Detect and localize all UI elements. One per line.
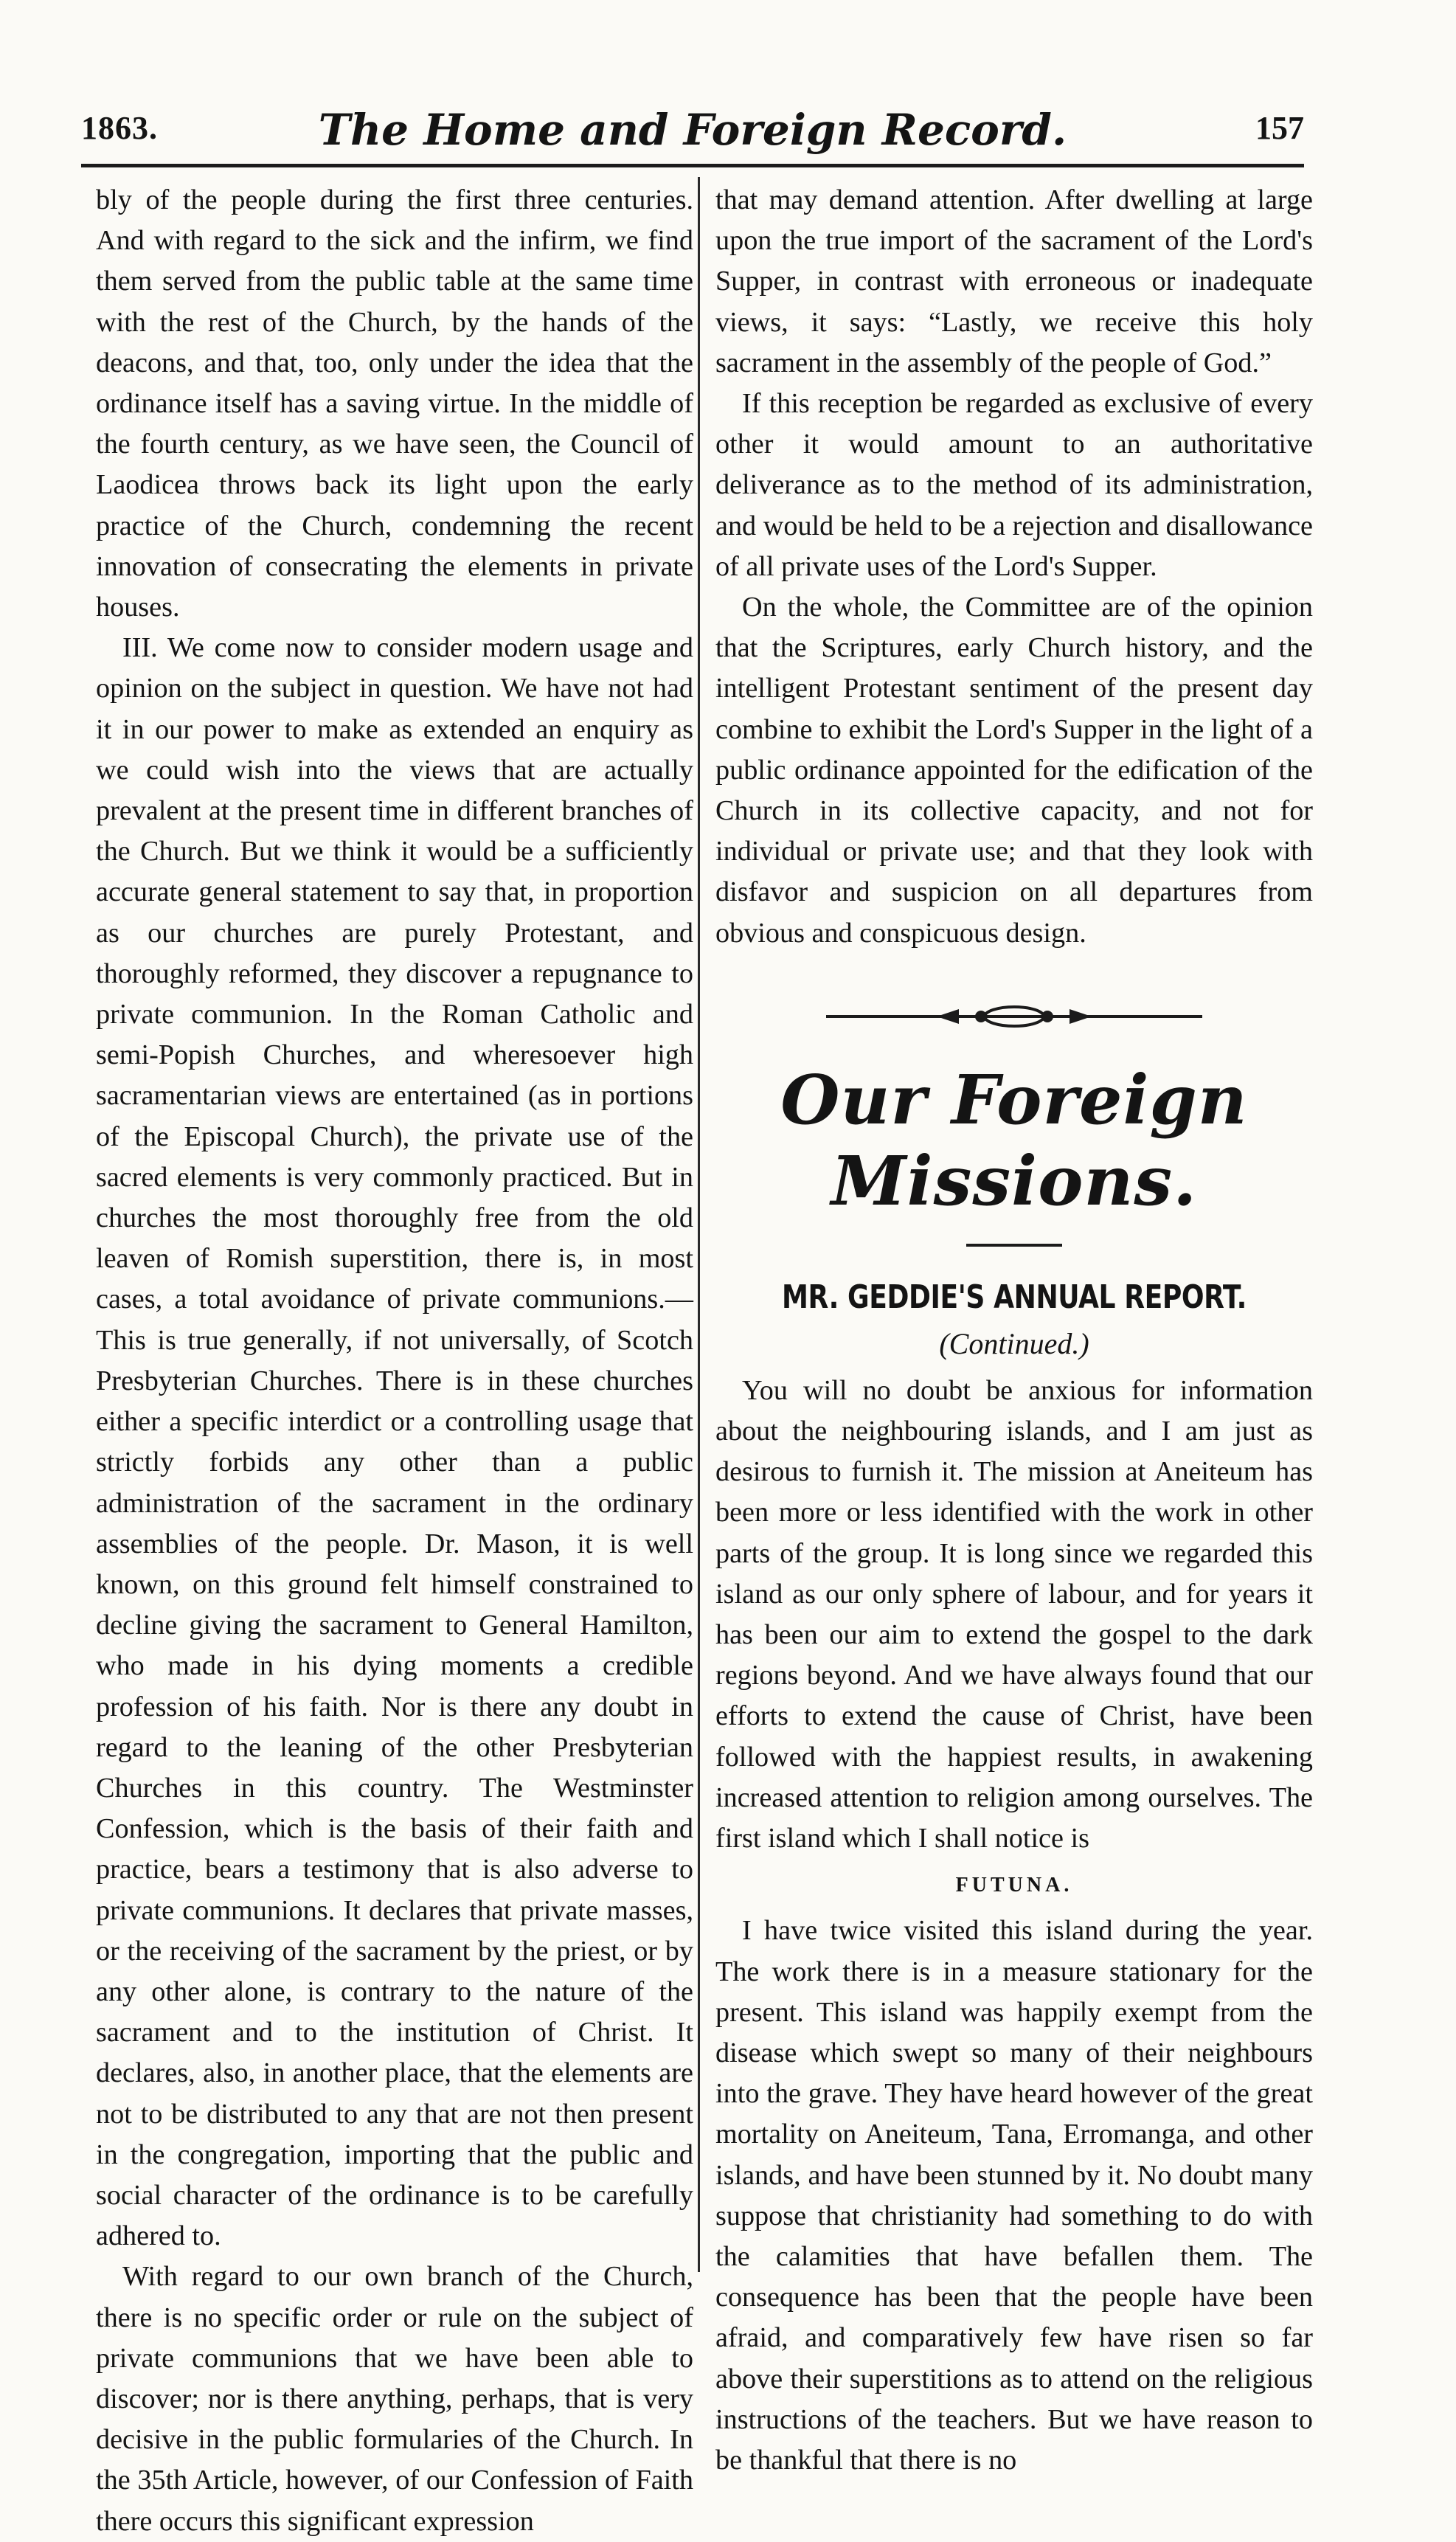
running-header [81, 105, 1304, 168]
subheading-futuna: FUTUNA. [955, 1874, 1073, 1897]
report-title: MR. GEDDIE'S ANNUAL REPORT. [782, 1278, 1247, 1316]
section-rule [966, 1244, 1062, 1247]
left-paragraph-2: III. We come now to consider modern usage and opinion on the subject in question. We have not had it in our power to make as extended an enquiry as we could wish into the views that are actually prevalent at the present time in different branches of the Church. But we think it would be a sufficiently accurate general statement to say that, in proportion as our churches are purely Protestant, and thoroughly reformed, they discover a repugnance to private communion. In the Roman Catholic and semi-Popish Churches, and wheresoever high sacramentarian views are entertained (as in portions of the Episcopal Church), the private use of the sacred elements is very commonly practiced. But in churches the most thoroughly free from the old leaven of Romish superstition, there is, in most cases, a total avoidance of private communions.—This is true generally, if not universally, of Scotch Presbyterian Churches. There is in these churches either a specific interdict or a controlling usage that strictly forbids any other than a public administration of the sacrament in the ordinary assemblies of the people. Dr. Mason, it is well known, on this ground felt himself constrained to decline giving the sacrament to General Hamilton, who made in his dying moments a credible profession of his faith. Nor is there any doubt in regard to the leaning of the other Presbyterian Churches in this country. The Westminster Confession, which is the basis of their faith and practice, bears a testimony that is also adverse to private communions. It declares that private masses, or the receiving of the sacrament by the priest, or by any other alone, is contrary to the nature of the sacrament and to the institution of Christ. It declares, also, in another place, that the elements are not to be distributed to any that are not then present in the congregation, importing that the public and social character of the ordinance is to be carefully adhered to. [96, 632, 693, 2252]
header-year: 1863. [81, 110, 158, 146]
right-paragraph-5: I have twice visited this island during the year. The work there is in a measure stationary for the present. This island was happily exempt from the disease which swept so many of their neighbours into the grave. They have heard however of the great mortality on Aneiteum, Tana, Erromanga, and other islands, and have been stunned by it. No doubt many suppose that christianity had something to do with the calamities that have befallen them. The consequence has been that the people have been afraid, and comparatively few have risen so far above their superstitions as to attend on the religious instructions of the teachers. But we have reason to be thankful that there is no [715, 1915, 1313, 2476]
section-title: Our Foreign Missions. [780, 1059, 1248, 1221]
left-paragraph-1: bly of the people during the first three centuries. And with regard to the sick and the infirm, we find them served from the public table at the same time with the rest of the Church, by the hands of the deacons, and that, too, only under the idea that the ordinance itself has a saving virtue. In the middle of the fourth century, as we have seen, the Council of Laodicea throws back its light upon the early practice of the Church, condemning the recent innovation of consecrating the elements in private houses. [96, 184, 693, 623]
publication-title: The Home and Foreign Record. [318, 105, 1067, 155]
left-column [96, 180, 693, 2537]
page-number: 157 [1255, 110, 1304, 146]
left-paragraph-3: With regard to our own branch of the Church, there is no specific order or rule on the subject of private communions that we have been able to discover; nor is there anything, perhaps, that is very decisive in the public formularies of the Church. In the 35th Article, however, of our Confession of Faith there occurs this significant expression [96, 2261, 693, 2537]
right-paragraph-4: You will no doubt be anxious for information about the neighbouring islands, and I am just as desirous to furnish it. The mission at Aneiteum has been more or less identified with the work in other parts of the group. It is long since we regarded this island as our only sphere of labour, and for years it has been our aim to extend the gospel to the dark regions beyond. And we have always found that our efforts to extend the cause of Christ, have been followed with the happiest results, in awakening increased attention to religion among ourselves. The first island which I shall notice is [715, 1374, 1313, 1854]
right-column [715, 180, 1313, 2476]
right-paragraph-2: If this reception be regarded as exclusive of every other it would amount to an authoritative deliverance as to the method of its administration, and would be held to be a rejection and disallowance of all private uses of the Lord's Supper. [715, 388, 1313, 582]
ornamental-divider [715, 994, 1313, 1039]
right-paragraph-3: On the whole, the Committee are of the opinion that the Scriptures, early Church history, and the intelligent Protestant sentiment of the present day combine to exhibit the Lord's Supper in the light of a public ordinance appointed for the edification of the Church in its collective capacity, and not for individual or private use; and that they look with disfavor and suspicion on all departures from obvious and conspicuous design. [715, 592, 1313, 949]
column-divider [698, 177, 700, 2272]
header-rule [81, 164, 1304, 167]
right-paragraph-1: that may demand attention. After dwelling at large upon the true import of the sacrament of the Lord's Supper, in contrast with erroneous or inadequate views, it says: “Lastly, we receive this holy sacrament in the assembly of the people of God.” [715, 184, 1313, 378]
continued-note: (Continued.) [939, 1326, 1089, 1360]
